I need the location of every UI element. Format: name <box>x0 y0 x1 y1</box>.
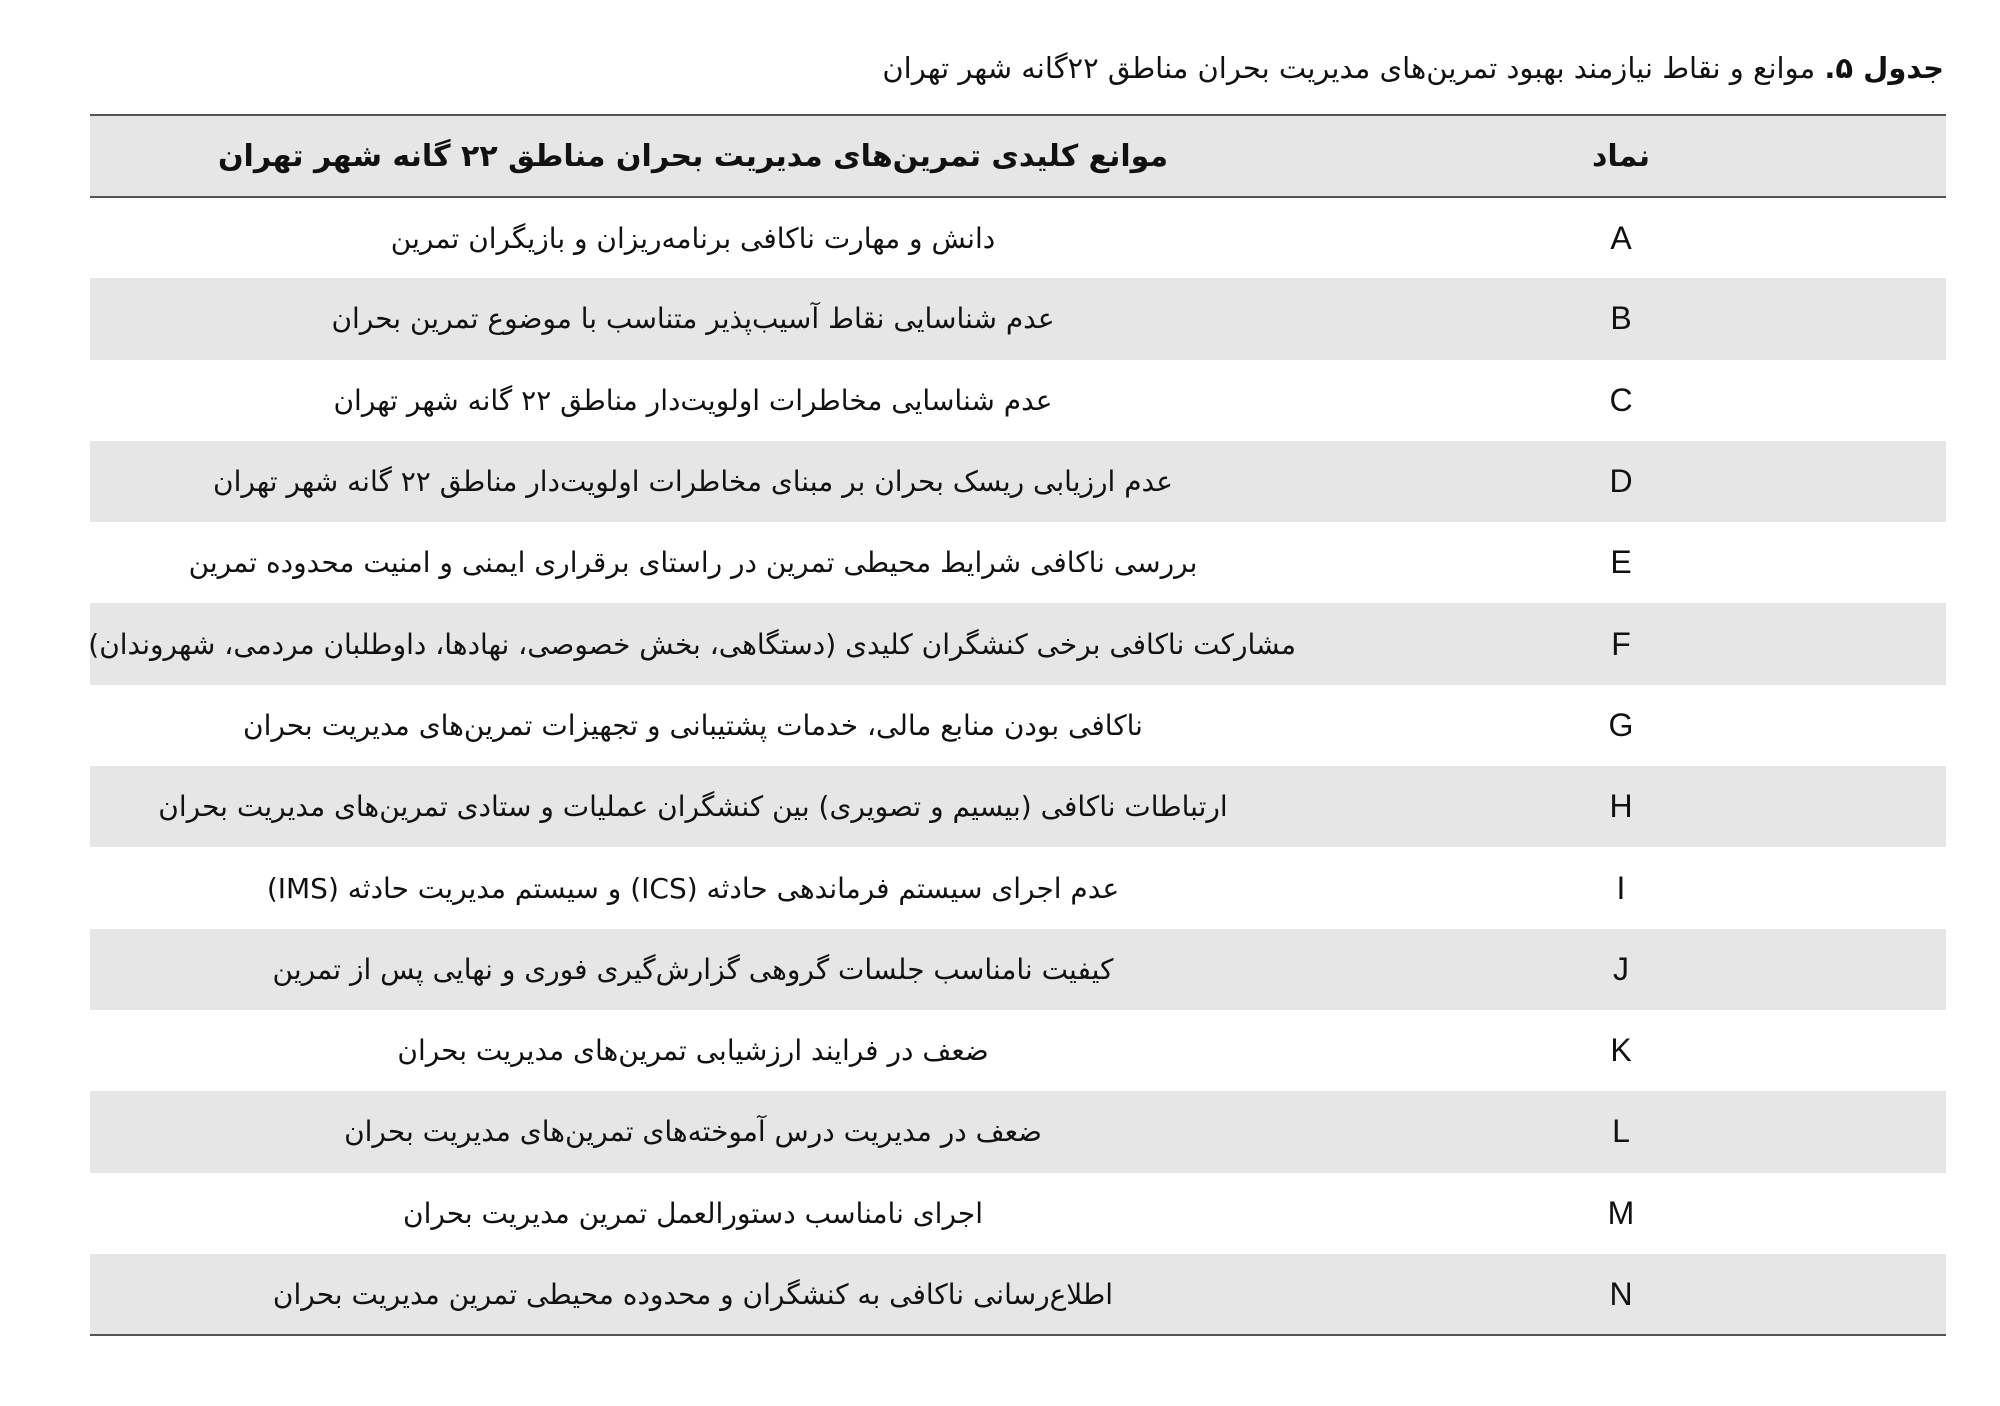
table-row <box>90 1010 1946 1091</box>
table-row <box>90 847 1946 928</box>
row-description: ضعف در مدیریت درس آموخته‌های تمرین‌های مدیریت بحران <box>344 1115 1042 1149</box>
table-row <box>90 766 1946 847</box>
row-symbol: J <box>1613 950 1629 987</box>
row-symbol: C <box>1609 381 1633 418</box>
row-symbol: F <box>1611 625 1631 662</box>
row-description: مشارکت ناکافی برخی کنشگران کلیدی (دستگاهی، بخش خصوصی، نهادها، داوطلبان مردمی، شهروندان) <box>88 627 1296 661</box>
row-description: بررسی ناکافی شرایط محیطی تمرین در راستای برقراری ایمنی و امنیت محدوده تمرین <box>188 546 1198 580</box>
table-row <box>90 1254 1946 1335</box>
row-description: عدم اجرای سیستم فرماندهی حادثه (ICS) و سیستم مدیریت حادثه (IMS) <box>266 871 1120 905</box>
row-description: ارتباطات ناکافی (بیسیم و تصویری) بین کنشگران عملیات و ستادی تمرین‌های مدیریت بحران <box>158 790 1228 824</box>
obstacles-table <box>90 114 1946 1336</box>
row-symbol: L <box>1612 1113 1630 1150</box>
row-symbol: K <box>1610 1032 1632 1069</box>
row-description: اجرای نامناسب دستورالعمل تمرین مدیریت بحران <box>403 1196 983 1230</box>
row-description: ضعف در فرایند ارزشیابی تمرین‌های مدیریت بحران <box>397 1034 989 1068</box>
header-description: موانع کلیدی تمرین‌های مدیریت بحران مناطق ۲۲ گانه شهر تهران <box>90 115 1296 197</box>
row-description: ناکافی بودن منابع مالی، خدمات پشتیبانی و تجهیزات تمرین‌های مدیریت بحران <box>243 708 1143 742</box>
table-row <box>90 929 1946 1010</box>
table-row <box>90 685 1946 766</box>
row-symbol: H <box>1609 788 1633 825</box>
row-description: عدم شناسایی مخاطرات اولویت‌دار مناطق ۲۲ گانه شهر تهران <box>333 383 1053 417</box>
table-header-row <box>90 115 1946 197</box>
table-row <box>90 278 1946 359</box>
row-description: دانش و مهارت ناکافی برنامه‌ریزان و بازیگران تمرین <box>390 221 996 255</box>
table-row <box>90 522 1946 603</box>
table-row <box>90 441 1946 522</box>
caption-label: جدول ۵. <box>1824 51 1944 85</box>
table-row <box>90 1091 1946 1172</box>
caption-text: موانع و نقاط نیازمند بهبود تمرین‌های مدیریت بحران مناطق ۲۲گانه شهر تهران <box>882 51 1816 85</box>
row-symbol: G <box>1608 706 1634 743</box>
row-description: کیفیت نامناسب جلسات گروهی گزارش‌گیری فوری و نهایی پس از تمرین <box>272 952 1114 986</box>
table-body <box>90 197 1946 1335</box>
row-symbol: N <box>1296 1254 1946 1335</box>
row-description: اطلاع‌رسانی ناکافی به کنشگران و محدوده محیطی تمرین مدیریت بحران <box>90 1254 1296 1335</box>
row-symbol: B <box>1610 300 1632 337</box>
table-caption <box>90 46 1944 90</box>
row-symbol: M <box>1607 1194 1635 1231</box>
row-symbol: E <box>1610 544 1632 581</box>
row-description: عدم ارزیابی ریسک بحران بر مبنای مخاطرات اولویت‌دار مناطق ۲۲ گانه شهر تهران <box>213 465 1173 499</box>
row-symbol: D <box>1609 463 1633 500</box>
table-row <box>90 603 1946 684</box>
obstacles-table-container <box>90 114 1946 1336</box>
header-symbol: نماد <box>1296 115 1946 197</box>
row-symbol: I <box>1616 869 1626 906</box>
row-description: عدم شناسایی نقاط آسیب‌پذیر متناسب با موضوع تمرین بحران <box>331 302 1055 336</box>
table-row <box>90 1173 1946 1254</box>
table-row <box>90 360 1946 441</box>
table-row <box>90 197 1946 278</box>
row-symbol: A <box>1610 219 1632 256</box>
